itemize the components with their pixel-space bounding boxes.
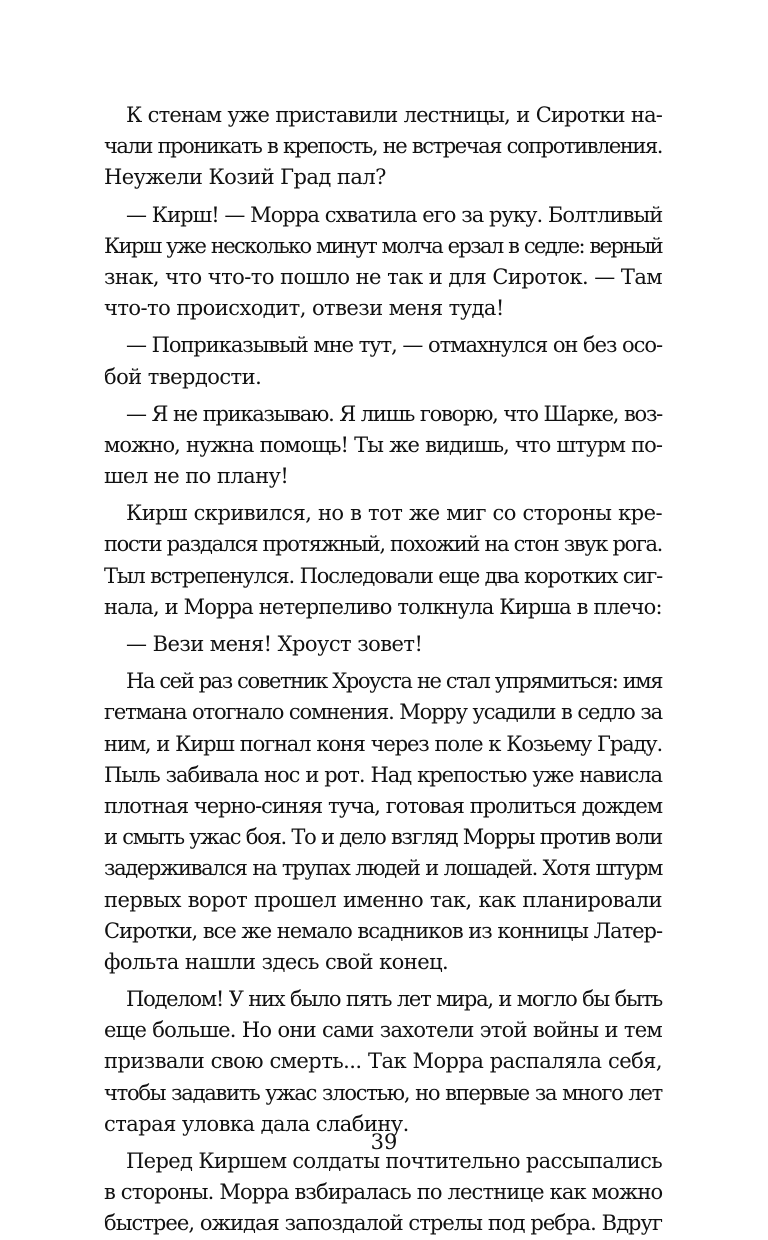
text-line: чали проникать в крепость, не встречая сопротивления.	[104, 134, 662, 159]
text-line: бой твердости.	[104, 364, 262, 389]
text-line: ним, и Кирш погнал коня через поле к Козьему Граду.	[104, 731, 662, 756]
text-line: чтобы задавить ужас злостью, но впервые за много лет	[104, 1080, 662, 1105]
page-number: 39	[370, 1130, 398, 1154]
body-text	[104, 100, 662, 1240]
text-line: задерживался на трупах людей и лошадей. Хотя штурм	[104, 856, 662, 881]
text-line: — Кирш! — Морра схватила его за руку. Болтливый	[126, 202, 663, 227]
text-line: фольта нашли здесь свой конец.	[104, 949, 449, 974]
text-line: Пыль забивала нос и рот. Над крепостью уже нависла	[104, 762, 662, 787]
text-line: быстрее, ожидая запоздалой стрелы под ребра. Вдруг	[104, 1211, 662, 1236]
text-line: нала, и Морра нетерпеливо толкнула Кирша в плечо:	[104, 594, 662, 619]
text-line: К стенам уже приставили лестницы, и Сиротки на-	[126, 103, 662, 127]
text-line: Кирш скривился, но в тот же миг со стороны кре-	[126, 501, 662, 526]
text-line: Неужели Козий Град пал?	[104, 165, 386, 190]
text-line: первых ворот прошел именно так, как планировали	[104, 887, 662, 912]
text-line: Тыл встрепенулся. Последовали еще два коротких сиг-	[104, 563, 663, 588]
text-line: призвали свою смерть... Так Морра распаляла себя,	[104, 1049, 662, 1074]
text-line: Сиротки, все же немало всадников из конницы Латер-	[104, 918, 662, 943]
text-line: пости раздался протяжный, похожий на стон звук рога.	[104, 532, 662, 557]
text-line: — Вези меня! Хроуст зовет!	[126, 632, 423, 656]
text-line: Поделом! У них было пять лет мира, и могло бы быть	[126, 987, 662, 1012]
text-line: еще больше. Но они сами захотели этой войны и тем	[104, 1018, 662, 1043]
text-line: Кирш уже несколько минут молча ерзал в седле: верный	[104, 233, 662, 258]
text-line: Перед Киршем солдаты почтительно рассыпались	[126, 1149, 662, 1173]
text-line: гетмана отогнало сомнения. Морру усадили в седло за	[104, 700, 662, 725]
text-line: плотная черно-синяя туча, готовая пролиться дождем	[104, 793, 662, 818]
text-line: — Поприказывый мне тут, — отмахнулся он без осо-	[126, 333, 662, 358]
text-line: — Я не приказываю. Я лишь говорю, что Шарке, воз-	[126, 401, 662, 426]
text-line: в стороны. Морра взбиралась по лестнице как можно	[104, 1180, 663, 1205]
text-line: знак, что что-то пошло не так и для Сироток. — Там	[104, 264, 663, 289]
text-line: что-то происходит, отвези меня туда!	[104, 296, 504, 321]
text-line: старая уловка дала слабину.	[104, 1111, 409, 1136]
text-line: шел не по плану!	[104, 464, 289, 489]
text-line: можно, нужна помощь! Ты же видишь, что штурм по-	[104, 432, 662, 457]
text-line: На сей раз советник Хроуста не стал упрямиться: имя	[126, 669, 662, 694]
text-line: и смыть ужас боя. То и дело взгляд Морры против воли	[104, 825, 662, 850]
